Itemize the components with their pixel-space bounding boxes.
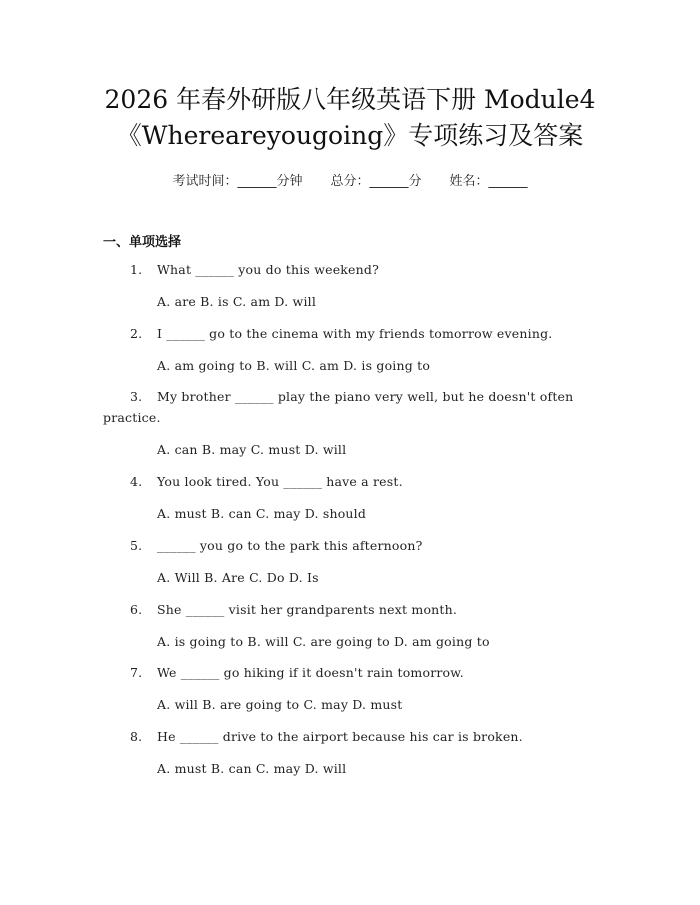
question-options: A. must B. can C. may D. will <box>157 761 347 776</box>
question <box>130 474 403 489</box>
question-options: A. Will B. Are C. Do D. Is <box>157 570 319 585</box>
student-name: 姓名：______ <box>449 174 528 189</box>
exam-time: 考试时间：______分钟 <box>172 174 303 189</box>
question <box>130 389 573 404</box>
question <box>130 538 423 553</box>
question-number: 5. <box>130 538 143 553</box>
question-options: A. is going to B. will C. are going to D. am going to <box>157 634 490 649</box>
question-text: He ______ drive to the airport because his car is broken. <box>157 729 523 744</box>
question-text: She ______ visit her grandparents next month. <box>157 602 458 617</box>
question-options: A. will B. are going to C. may D. must <box>157 697 403 712</box>
question <box>130 262 379 277</box>
question-options: A. must B. can C. may D. should <box>157 506 367 521</box>
question-number: 1. <box>130 262 143 277</box>
question-options: A. are B. is C. am D. will <box>157 294 317 309</box>
question <box>130 665 464 680</box>
question-text: What ______ you do this weekend? <box>157 262 380 277</box>
document-title-line-2: 《Whereareyougoing》专项练习及答案 <box>116 121 584 150</box>
question-text: You look tired. You ______ have a rest. <box>157 474 403 489</box>
question <box>130 729 523 744</box>
question-options: A. can B. may C. must D. will <box>157 442 347 457</box>
question-options: A. am going to B. will C. am D. is going to <box>157 358 431 373</box>
exam-info <box>0 170 700 189</box>
question-number: 6. <box>130 602 143 617</box>
total-score: 总分：______分 <box>330 174 422 189</box>
document-title-line-1: 2026 年春外研版八年级英语下册 Module4 <box>104 85 596 114</box>
question-number: 7. <box>130 665 143 680</box>
question-number: 4. <box>130 474 143 489</box>
question-number: 3. <box>130 389 143 404</box>
question-text: I ______ go to the cinema with my friends tomorrow evening. <box>157 326 553 341</box>
question-text-continued: practice. <box>103 410 161 425</box>
question <box>130 326 552 341</box>
section-heading: 一、单项选择 <box>103 235 182 250</box>
question-text: My brother ______ play the piano very well, but he doesn't often <box>157 389 574 404</box>
question-number: 8. <box>130 729 143 744</box>
question-text: ______ you go to the park this afternoon? <box>157 538 423 553</box>
question-text: We ______ go hiking if it doesn't rain tomorrow. <box>157 665 464 680</box>
question-number: 2. <box>130 326 143 341</box>
question <box>130 602 457 617</box>
